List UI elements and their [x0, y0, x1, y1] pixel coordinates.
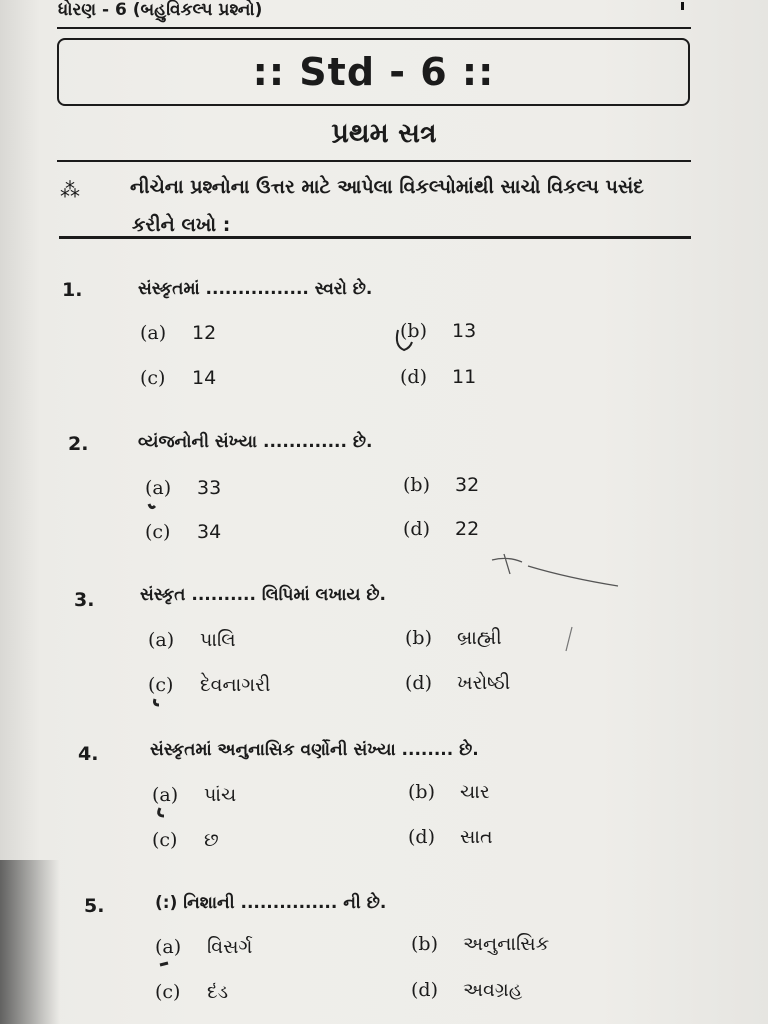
option-c[interactable]: (c) 14	[140, 367, 217, 389]
running-head: ધોરણ - 6 (બહુવિકલ્પ પ્રશ્નો)	[58, 0, 263, 20]
option-a[interactable]: (a) 33	[145, 477, 222, 499]
answer-underline-mark	[143, 496, 173, 516]
option-a[interactable]: (a) વિસર્ગ	[155, 936, 253, 958]
question-text: સંસ્કૃતમાં ................ સ્વરો છે.	[138, 279, 373, 299]
option-c[interactable]: (c) દંડ	[155, 981, 229, 1003]
stray-pen-stroke	[560, 625, 580, 655]
option-c[interactable]: (c) 34	[145, 521, 222, 543]
option-d[interactable]: (d) અવગ્રહ	[411, 979, 523, 1001]
title-box	[57, 38, 690, 106]
header-rule	[57, 27, 691, 29]
option-d[interactable]: (d) 11	[400, 366, 477, 388]
question-number: 2.	[68, 433, 89, 455]
option-a[interactable]: (a) 12	[140, 322, 217, 344]
option-c[interactable]: (c) છ	[152, 829, 219, 851]
instruction-line-1: નીચેના પ્રશ્નોના ઉત્તર માટે આપેલા વિકલ્પોમાંથી સાચો વિકલ્પ પસંદ	[130, 176, 644, 198]
question-text: વ્યંજનોની સંખ્યા ............. છે.	[138, 432, 373, 452]
stray-pen-stroke	[488, 548, 628, 593]
page-title: :: Std - 6 ::	[252, 50, 495, 94]
option-b[interactable]: (b) બ્રાહ્મી	[405, 627, 502, 649]
option-a[interactable]: (a) પાંચ	[152, 784, 237, 806]
question-text: (:) નિશાની ............... ની છે.	[155, 893, 387, 913]
question-number: 4.	[78, 743, 99, 765]
answer-underline-mark	[152, 955, 182, 975]
option-b[interactable]: (b) અનુનાસિક	[411, 933, 550, 955]
option-b[interactable]: (b) 32	[403, 474, 480, 496]
question-number: 3.	[74, 589, 95, 611]
option-b[interactable]: (b) 13	[400, 320, 477, 342]
option-b[interactable]: (b) ચાર	[408, 781, 490, 803]
corner-mark	[681, 2, 684, 10]
option-d[interactable]: (d) સાત	[408, 826, 493, 848]
option-d[interactable]: (d) ખરોષ્ઠી	[405, 672, 511, 694]
option-d[interactable]: (d) 22	[403, 518, 480, 540]
instruction-rule	[59, 236, 691, 239]
question-number: 1.	[62, 279, 83, 301]
section-rule-top	[57, 160, 691, 162]
question-number: 5.	[84, 895, 105, 917]
question-text: સંસ્કૃતમાં અનુનાસિક વર્ણોની સંખ્યા ........ છે.	[150, 740, 479, 760]
instruction-line-2: કરીને લખો :	[132, 214, 231, 236]
question-text: સંસ્કૃત .......... લિપિમાં લખાય છે.	[140, 585, 386, 605]
page-edge-shadow	[0, 860, 60, 1024]
answer-underline-mark	[150, 804, 180, 824]
instruction-marker: ⁂	[60, 178, 80, 202]
section-title: પ્રથમ સત્ર	[331, 118, 437, 149]
option-a[interactable]: (a) પાલિ	[148, 629, 236, 651]
answer-underline-mark	[147, 693, 177, 713]
option-c[interactable]: (c) દેવનાગરી	[148, 674, 271, 696]
